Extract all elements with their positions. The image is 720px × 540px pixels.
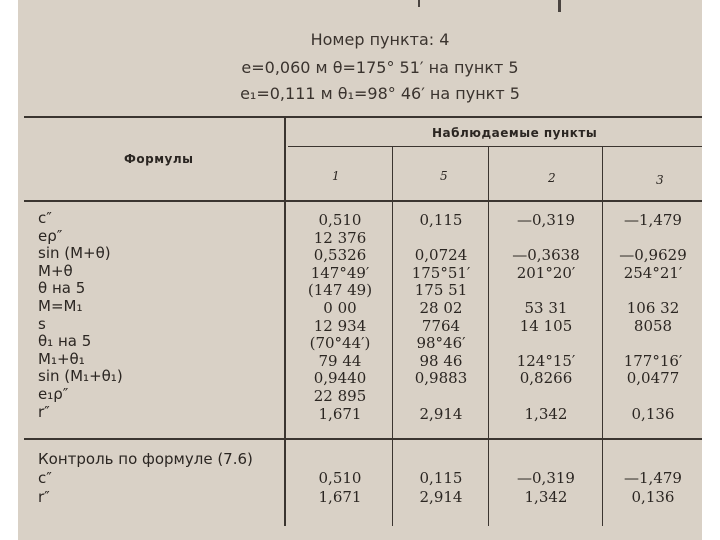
formulas-header: Формулы (124, 152, 194, 166)
table-cell: 124°15′ (516, 351, 576, 370)
table-cell: —0,319 (517, 211, 575, 229)
row-label: c″ (38, 209, 52, 227)
observed-subrule (288, 146, 702, 147)
row-label: sin (M₁+θ₁) (38, 367, 123, 386)
scan-mark (418, 0, 420, 7)
table-cell: —1,479 (624, 211, 682, 229)
table-cell (490, 388, 602, 406)
table-cell (604, 388, 702, 406)
body-bottom-rule (24, 438, 702, 440)
scan-mark (558, 0, 561, 12)
table-cell: 201°20′ (516, 263, 576, 282)
col-divider-1 (392, 146, 393, 526)
table-cell: 0,510 (318, 469, 362, 487)
table-cell: 22 895 (313, 386, 367, 405)
row-label: c″ (38, 469, 52, 487)
table-cell: 14 105 (519, 316, 573, 335)
table-cell: 2,914 (419, 488, 463, 506)
row-label: sin (M+θ) (38, 244, 111, 263)
table-cell: 0,136 (631, 404, 675, 423)
table-cell: 0,136 (631, 488, 675, 506)
table-cell: 2,914 (419, 404, 463, 423)
table-cell: 0,8266 (519, 369, 573, 388)
table-cell: 98°46′ (416, 334, 466, 353)
column-header: 3 (656, 173, 664, 187)
point-number-title: Номер пункта: 4 (310, 30, 450, 49)
table-cell: —0,319 (517, 469, 575, 487)
table-cell: 106 32 (626, 298, 680, 317)
table-cell: 0,9440 (313, 369, 367, 388)
table-cell: 8058 (633, 316, 673, 335)
table-cell: —1,479 (624, 469, 682, 487)
table-cell (604, 282, 702, 300)
table-cell: 175 51 (414, 281, 468, 300)
table-cell: 79 44 (318, 351, 362, 370)
table-cell: 28 02 (419, 298, 463, 317)
row-label: θ на 5 (38, 279, 86, 298)
formula-labels (38, 210, 123, 421)
row-label: M+θ (38, 261, 73, 280)
table-cell (490, 282, 602, 300)
table-cell (394, 388, 488, 406)
table-cell (394, 230, 488, 248)
table-cell: (70°44′) (309, 334, 371, 353)
table-cell: 1,342 (524, 404, 568, 423)
table-cell: 98 46 (419, 351, 463, 370)
row-label: eρ″ (38, 226, 63, 245)
table-cell: 0,5326 (313, 246, 367, 265)
observed-points-header: Наблюдаемые пункты (432, 126, 598, 140)
table-cell: —0,3638 (512, 246, 580, 265)
col-divider-2 (488, 146, 489, 526)
column-header: 1 (332, 169, 340, 183)
row-label: θ₁ на 5 (38, 332, 92, 351)
control-col-2 (490, 469, 602, 507)
table-cell (604, 230, 702, 248)
table-cell: 175°51′ (411, 263, 471, 282)
table-cell: 177°16′ (623, 351, 683, 370)
table-cell: 0,510 (318, 211, 362, 229)
control-col-1 (288, 469, 392, 507)
control-col-3 (604, 469, 702, 507)
table-cell: 7764 (421, 316, 461, 335)
table-cell: 147°49′ (310, 263, 370, 282)
col-divider-3 (602, 146, 603, 526)
table-cell: 1,342 (524, 488, 568, 506)
row-label: r″ (38, 402, 50, 421)
table-cell: (147 49) (307, 281, 373, 300)
control-col-5 (394, 469, 488, 507)
table-cell: 0 00 (323, 298, 357, 317)
control-labels (38, 450, 253, 507)
table-cell: 12 934 (313, 316, 367, 335)
table-cell: 254°21′ (623, 263, 683, 282)
column-2-values (490, 212, 602, 423)
row-label: r″ (38, 488, 50, 506)
document-page (18, 0, 702, 540)
table-cell: 0,0477 (626, 369, 680, 388)
row-label: s (38, 314, 46, 333)
table-cell: 53 31 (524, 298, 568, 317)
table-cell: 0,115 (419, 211, 463, 229)
table-cell (604, 335, 702, 353)
table-cell: 1,671 (318, 404, 362, 423)
control-title: Контроль по формуле (7.6) (38, 450, 253, 468)
table-cell: —0,9629 (619, 246, 687, 265)
table-cell: 12 376 (313, 228, 367, 247)
table-cell (490, 230, 602, 248)
table-cell: 1,671 (318, 488, 362, 506)
column-1-values (288, 212, 392, 423)
table-top-rule (24, 116, 702, 118)
row-label: M₁+θ₁ (38, 349, 85, 368)
row-label: e₁ρ″ (38, 384, 69, 403)
column-5-values (394, 212, 488, 423)
column-header: 5 (440, 169, 448, 183)
eccentricity-line-1: e=0,060 м θ=175° 51′ на пункт 5 (241, 58, 519, 77)
column-header: 2 (548, 171, 556, 185)
table-cell (490, 335, 602, 353)
table-cell: 0,9883 (414, 369, 468, 388)
eccentricity-line-2: e₁=0,111 м θ₁=98° 46′ на пункт 5 (240, 84, 520, 103)
formulas-divider (284, 116, 286, 526)
table-cell: 0,115 (419, 469, 463, 487)
table-cell: 0,0724 (414, 246, 468, 265)
header-bottom-rule (24, 200, 702, 202)
column-3-values (604, 212, 702, 423)
row-label: M=M₁ (38, 296, 83, 315)
